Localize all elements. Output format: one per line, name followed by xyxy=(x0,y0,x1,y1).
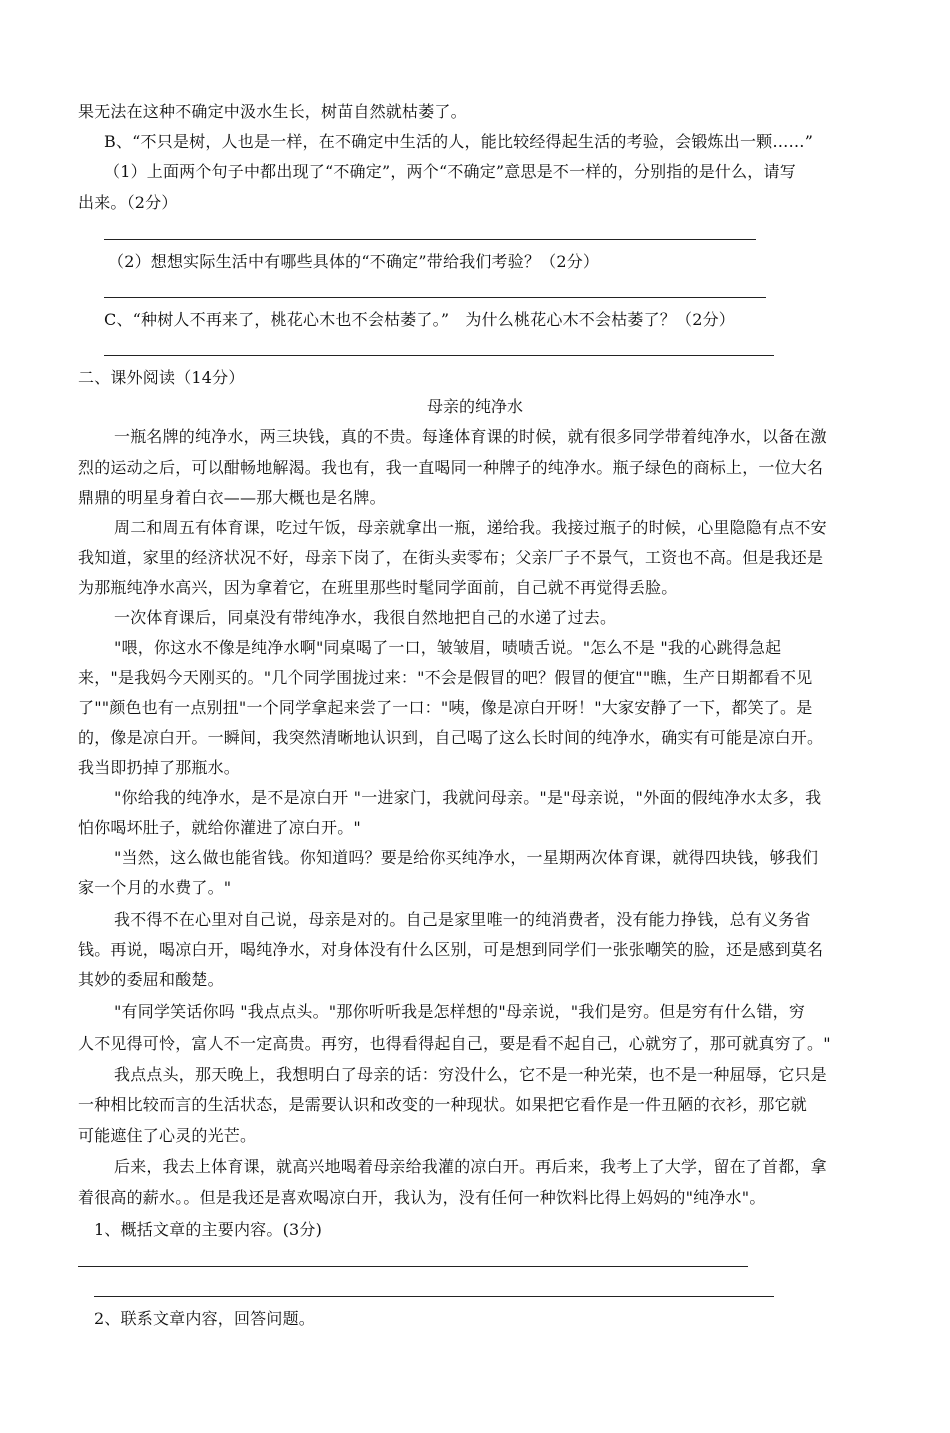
paragraph-line: 来，"是我妈今天刚买的。"几个同学围拢过来："不会是假冒的吧？假冒的便宜""瞧，生产日期都看不见 xyxy=(78,668,813,687)
paragraph-line: 我不得不在心里对自己说，母亲是对的。自己是家里唯一的纯消费者，没有能力挣钱，总有义务省 xyxy=(114,910,811,929)
paragraph-line: 其妙的委屈和酸楚。 xyxy=(78,970,224,989)
text-line: 果无法在这种不确定中汲水生长，树苗自然就枯萎了。 xyxy=(78,102,467,121)
paragraph-line: 钱。再说，喝凉白开，喝纯净水，对身体没有什么区别，可是想到同学们一张张嘲笑的脸，还是感到莫名 xyxy=(78,940,824,959)
paragraph-line: "你给我的纯净水，是不是凉白开 "一进家门，我就问母亲。"是"母亲说，"外面的假纯净水太多，我 xyxy=(114,788,822,807)
question-2: （2）想想实际生活中有哪些具体的“不确定”带给我们考验？（2分） xyxy=(108,252,600,271)
question-c: C、“种树人不再来了，桃花心木也不会枯萎了。” 为什么桃花心木不会枯萎了？（2分） xyxy=(104,310,735,329)
paragraph-line: 了""颜色也有一点别扭"一个同学拿起来尝了一口："咦，像是凉白开呀！"大家安静了一下，都笑了。是 xyxy=(78,698,813,717)
paragraph-line: 烈的运动之后，可以酣畅地解渴。我也有，我一直喝同一种牌子的纯净水。瓶子绿色的商标上，一位大名 xyxy=(78,458,824,477)
paragraph-line: 人不见得可怜，富人不一定高贵。再穷，也得看得起自己，要是看不起自己，心就穷了，那可就真穷了。" xyxy=(78,1034,831,1053)
paragraph-line: 着很高的薪水。。但是我还是喜欢喝凉白开，我认为，没有任何一种饮料比得上妈妈的"纯净水"。 xyxy=(78,1188,766,1207)
section-heading: 二、课外阅读（14分） xyxy=(78,368,245,387)
answer-line xyxy=(94,1296,774,1297)
question-1: 1、概括文章的主要内容。(3分) xyxy=(94,1220,323,1239)
paragraph-line: 家一个月的水费了。" xyxy=(78,878,232,897)
paragraph-line: 怕你喝坏肚子，就给你灌进了凉白开。" xyxy=(78,818,361,837)
paragraph-line: "当然，这么做也能省钱。你知道吗？要是给你买纯净水，一星期两次体育课，就得四块钱，够我们 xyxy=(114,848,819,867)
paragraph-line: 我当即扔掉了那瓶水。 xyxy=(78,758,241,777)
answer-line xyxy=(104,297,766,298)
paragraph-line: 后来，我去上体育课，就高兴地喝着母亲给我灌的凉白开。再后来，我考上了大学，留在了首都，拿 xyxy=(114,1157,827,1176)
article-title: 母亲的纯净水 xyxy=(426,397,523,416)
paragraph-line: 一种相比较而言的生活状态，是需要认识和改变的一种现状。如果把它看作是一件丑陋的衣衫，那它就 xyxy=(78,1095,808,1114)
paragraph-line: 我点点头，那天晚上，我想明白了母亲的话：穷没什么，它不是一种光荣，也不是一种屈辱，它只是 xyxy=(114,1065,827,1084)
paragraph-line: 我知道，家里的经济状况不好，母亲下岗了，在街头卖零布；父亲厂子不景气，工资也不高。但是我还是 xyxy=(78,548,824,567)
answer-line xyxy=(78,1266,748,1267)
paragraph-line: 的，像是凉白开。一瞬间，我突然清晰地认识到，自己喝了这么长时间的纯净水，确实有可能是凉白开。 xyxy=(78,728,824,747)
question-1-line: （1）上面两个句子中都出现了“不确定”，两个“不确定”意思是不一样的，分别指的是什么，请写 xyxy=(104,162,796,181)
text-line: B、“不只是树，人也是一样，在不确定中生活的人，能比较经得起生活的考验，会锻炼出一颗……” xyxy=(104,132,814,151)
paragraph-line: "喂，你这水不像是纯净水啊"同桌喝了一口，皱皱眉，啧啧舌说。"怎么不是 "我的心跳得急起 xyxy=(114,638,782,657)
paragraph-line: 一次体育课后，同桌没有带纯净水，我很自然地把自己的水递了过去。 xyxy=(114,608,617,627)
paragraph-line: 为那瓶纯净水高兴，因为拿着它，在班里那些时髦同学面前，自己就不再觉得丢脸。 xyxy=(78,578,678,597)
answer-line xyxy=(104,355,774,356)
question-1-line: 出来。（2分） xyxy=(78,193,178,212)
paragraph-line: 鼎鼎的明星身着白衣——那大概也是名牌。 xyxy=(78,488,386,507)
answer-line xyxy=(104,239,756,240)
paragraph-line: 可能遮住了心灵的光芒。 xyxy=(78,1126,257,1145)
question-2: 2、联系文章内容，回答问题。 xyxy=(94,1309,315,1328)
paragraph-line: 周二和周五有体育课，吃过午饭，母亲就拿出一瓶，递给我。我接过瓶子的时候，心里隐隐有点不安 xyxy=(114,518,827,537)
paragraph-line: 一瓶名牌的纯净水，两三块钱，真的不贵。每逢体育课的时候，就有很多同学带着纯净水，以备在激 xyxy=(114,427,827,446)
paragraph-line: "有同学笑话你吗 "我点点头。"那你听听我是怎样想的"母亲说，"我们是穷。但是穷有什么错，穷 xyxy=(114,1002,806,1021)
